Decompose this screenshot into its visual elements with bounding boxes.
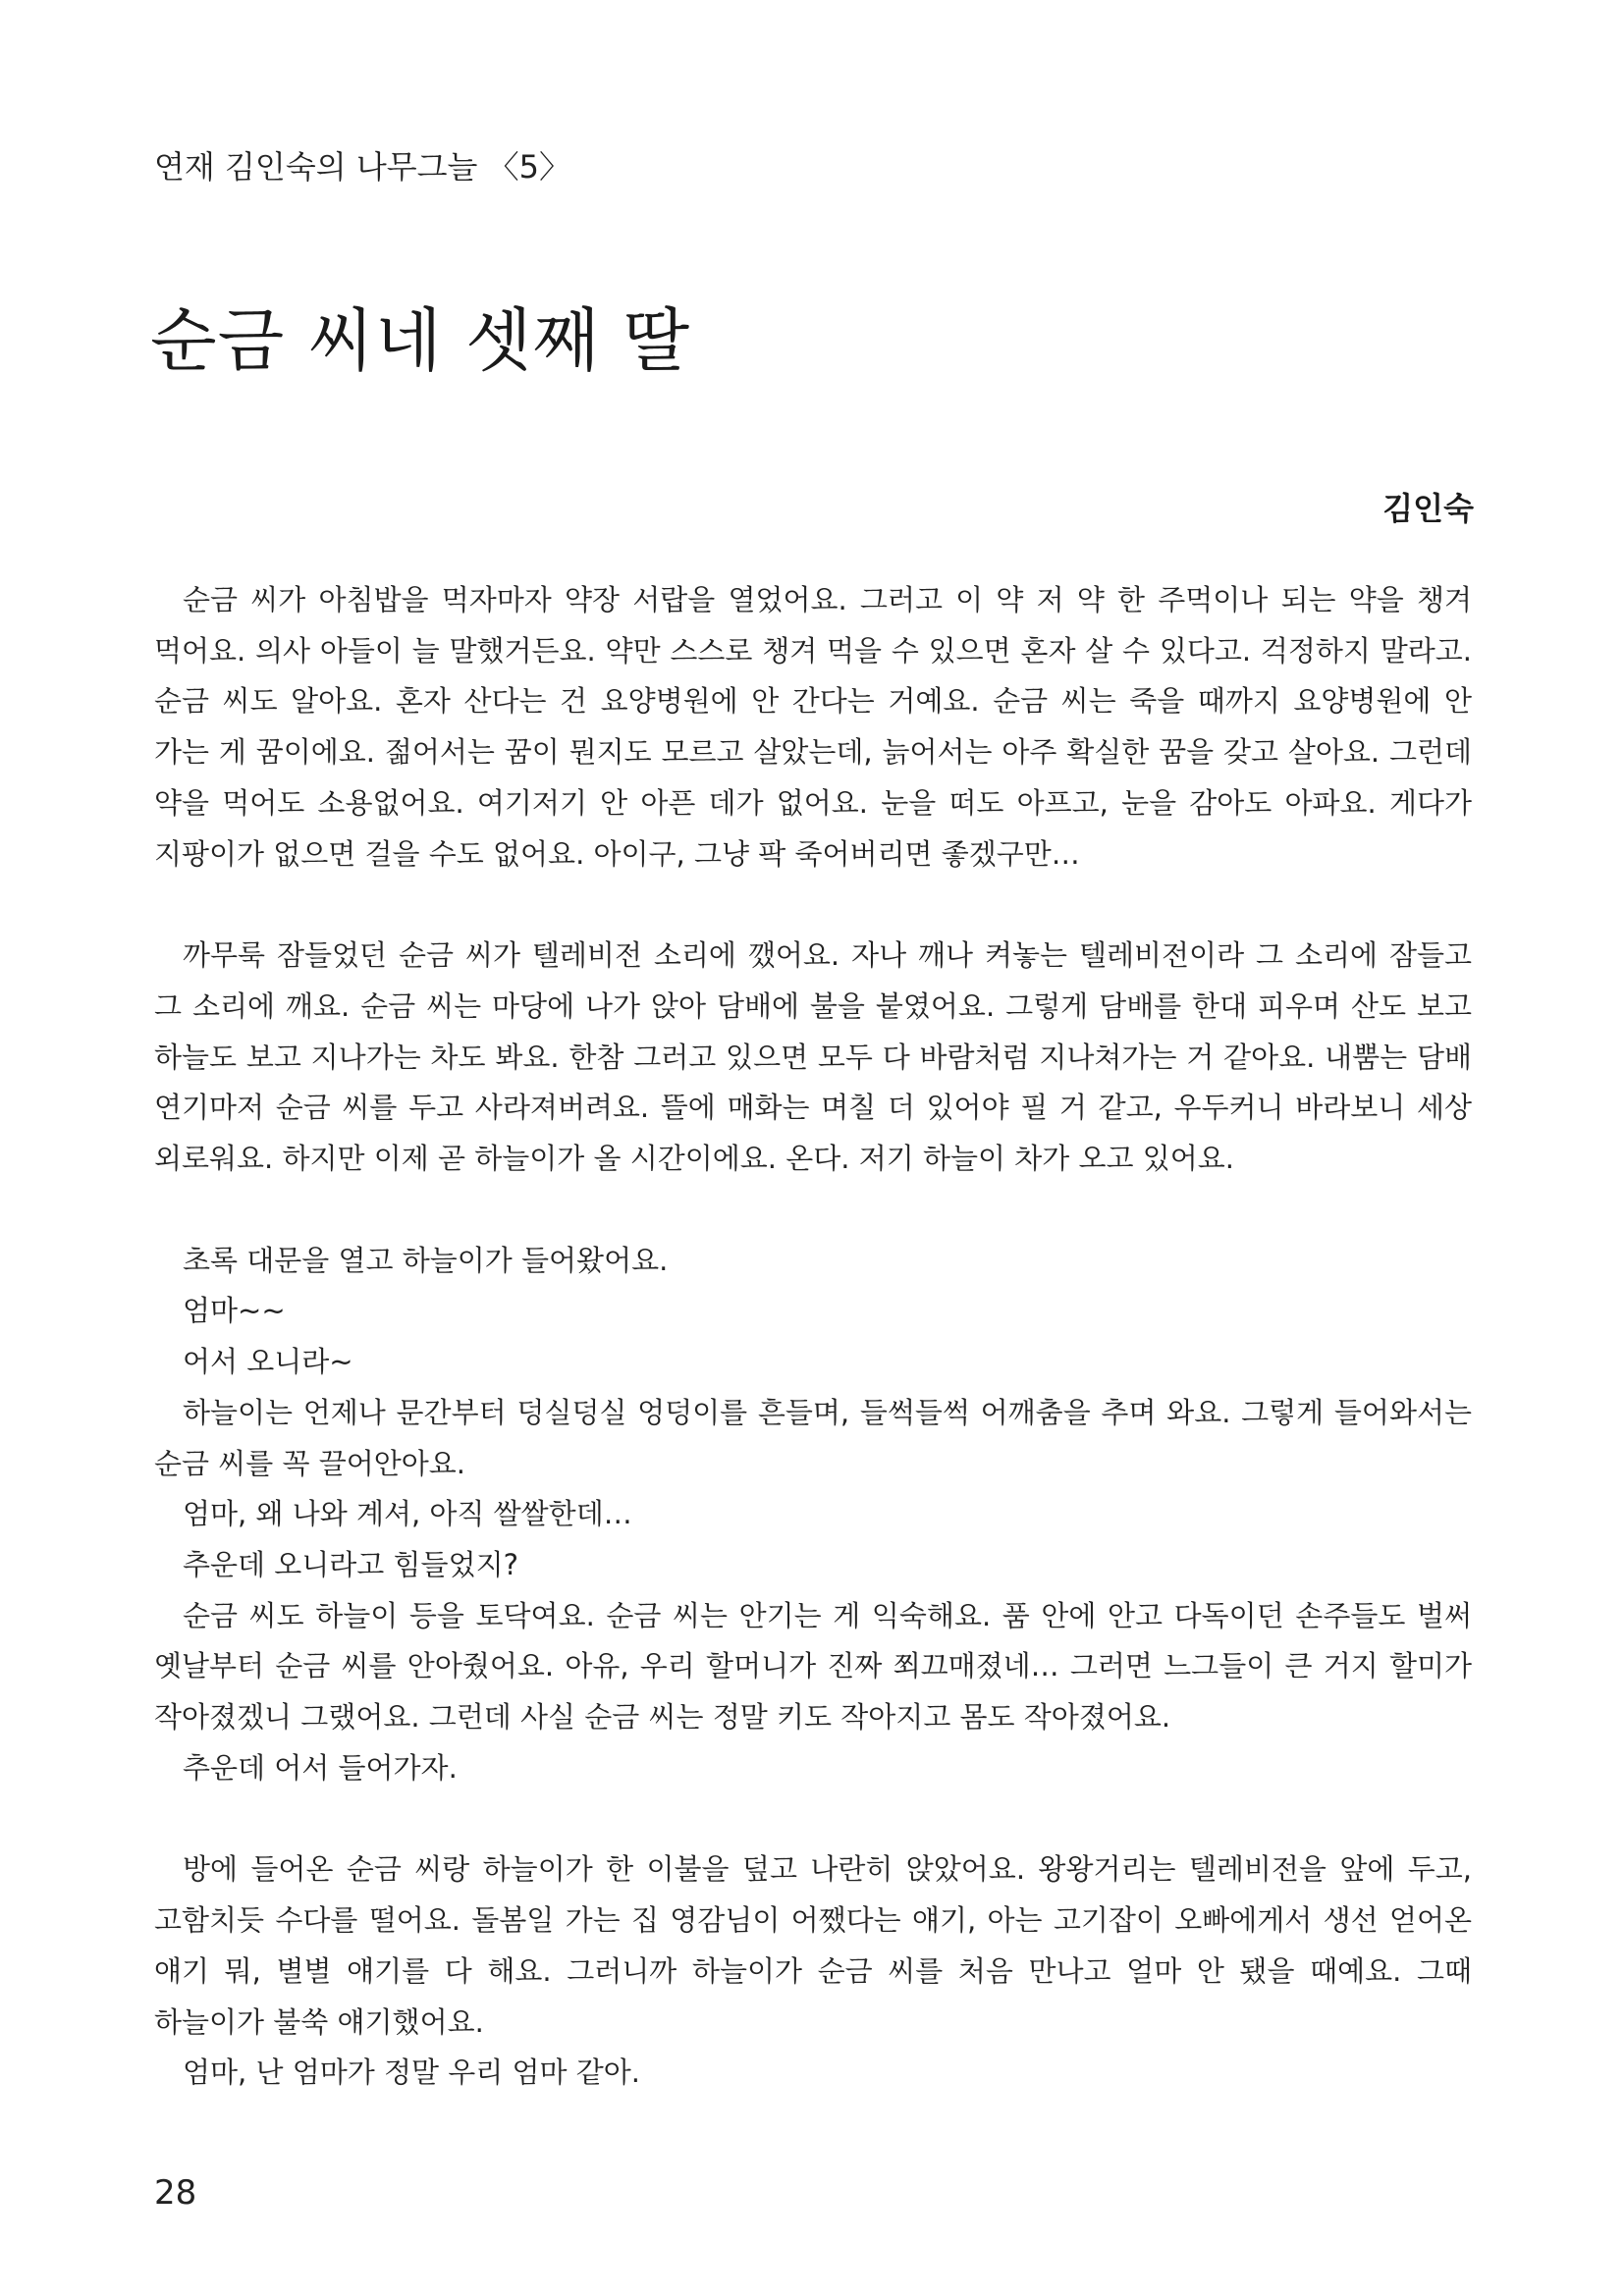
dialogue-line: 어서 오니라~ — [183, 1345, 353, 1379]
author-name: 김인숙 — [1382, 490, 1474, 527]
series-heading: 연재 김인숙의 나무그늘 〈5〉 — [154, 148, 570, 186]
dialogue-line: 순금 씨도 하늘이 등을 토닥여요. 순금 씨는 안기는 게 익숙해요. 품 안에 안고 다독이던 손주들도 벌써 옛날부터 순금 씨를 안아줬어요. 아유, 우리 할머니가 진짜 쬐끄매졌네… 그러면 느그들이 큰 거지 할미가 작아졌겠니 그랬어요. 그런데 사실 순금 씨는 정말 키도 작아지고 몸도 작아졌어요. — [154, 1598, 1472, 1735]
dialogue-line: 추운데 오니라고 힘들었지? — [183, 1547, 518, 1581]
dialogue-line: 추운데 어서 들어가자. — [183, 1750, 458, 1785]
closing-block — [154, 1844, 1472, 2099]
article-body — [154, 575, 1472, 2150]
paragraph-1: 순금 씨가 아침밥을 먹자마자 약장 서랍을 열었어요. 그러고 이 약 저 약 한 주먹이나 되는 약을 챙겨 먹어요. 의사 아들이 늘 말했거든요. 약만 스스로 챙겨 먹을 수 있으면 혼자 살 수 있다고. 걱정하지 말라고. 순금 씨도 알아요. 혼자 산다는 건 요양병원에 안 간다는 거예요. 순금 씨는 죽을 때까지 요양병원에 안 가는 게 꿈이에요. 젊어서는 꿈이 뭔지도 모르고 살았는데, 늙어서는 아주 확실한 꿈을 갖고 살아요. 그런데 약을 먹어도 소용없어요. 여기저기 안 아픈 데가 없어요. 눈을 떠도 아프고, 눈을 감아도 아파요. 게다가 지팡이가 없으면 걸을 수도 없어요. 아이구, 그냥 팍 죽어버리면 좋겠구만… — [154, 583, 1472, 871]
dialogue-line: 엄마, 왜 나와 계셔, 아직 쌀쌀한데… — [183, 1497, 632, 1531]
dialogue-line: 엄마~~ — [183, 1294, 286, 1328]
paragraph-4: 엄마, 난 엄마가 정말 우리 엄마 같아. — [183, 2056, 640, 2090]
dialogue-line: 초록 대문을 열고 하늘이가 들어왔어요. — [183, 1243, 669, 1277]
article-title: 순금 씨네 셋째 딸 — [150, 300, 691, 381]
dialogue-block — [154, 1236, 1472, 1794]
paragraph-3: 방에 들어온 순금 씨랑 하늘이가 한 이불을 덮고 나란히 앉았어요. 왕왕거리는 텔레비전을 앞에 두고, 고함치듯 수다를 떨어요. 돌봄일 가는 집 영감님이 어쨌다는 얘기, 아는 고기잡이 오빠에게서 생선 얻어온 얘기 뭐, 별별 얘기를 다 해요. 그러니까 하늘이가 순금 씨를 처음 만나고 얼마 안 됐을 때예요. 그때 하늘이가 불쑥 얘기했어요. — [154, 1852, 1472, 2039]
dialogue-line: 하늘이는 언제나 문간부터 덩실덩실 엉덩이를 흔들며, 들썩들썩 어깨춤을 추며 와요. 그렇게 들어와서는 순금 씨를 꼭 끌어안아요. — [154, 1395, 1472, 1480]
page-number: 28 — [154, 2173, 197, 2213]
paragraph-2: 까무룩 잠들었던 순금 씨가 텔레비전 소리에 깼어요. 자나 깨나 켜놓는 텔레비전이라 그 소리에 잠들고 그 소리에 깨요. 순금 씨는 마당에 나가 앉아 담배에 불을 붙였어요. 그렇게 담배를 한대 피우며 산도 보고 하늘도 보고 지나가는 차도 봐요. 한참 그러고 있으면 모두 다 바람처럼 지나쳐가는 거 같아요. 내뿜는 담배 연기마저 순금 씨를 두고 사라져버려요. 뜰에 매화는 며칠 더 있어야 필 거 같고, 우두커니 바라보니 세상 외로워요. 하지만 이제 곧 하늘이가 올 시간이에요. 온다. 저기 하늘이 차가 오고 있어요. — [154, 938, 1472, 1176]
